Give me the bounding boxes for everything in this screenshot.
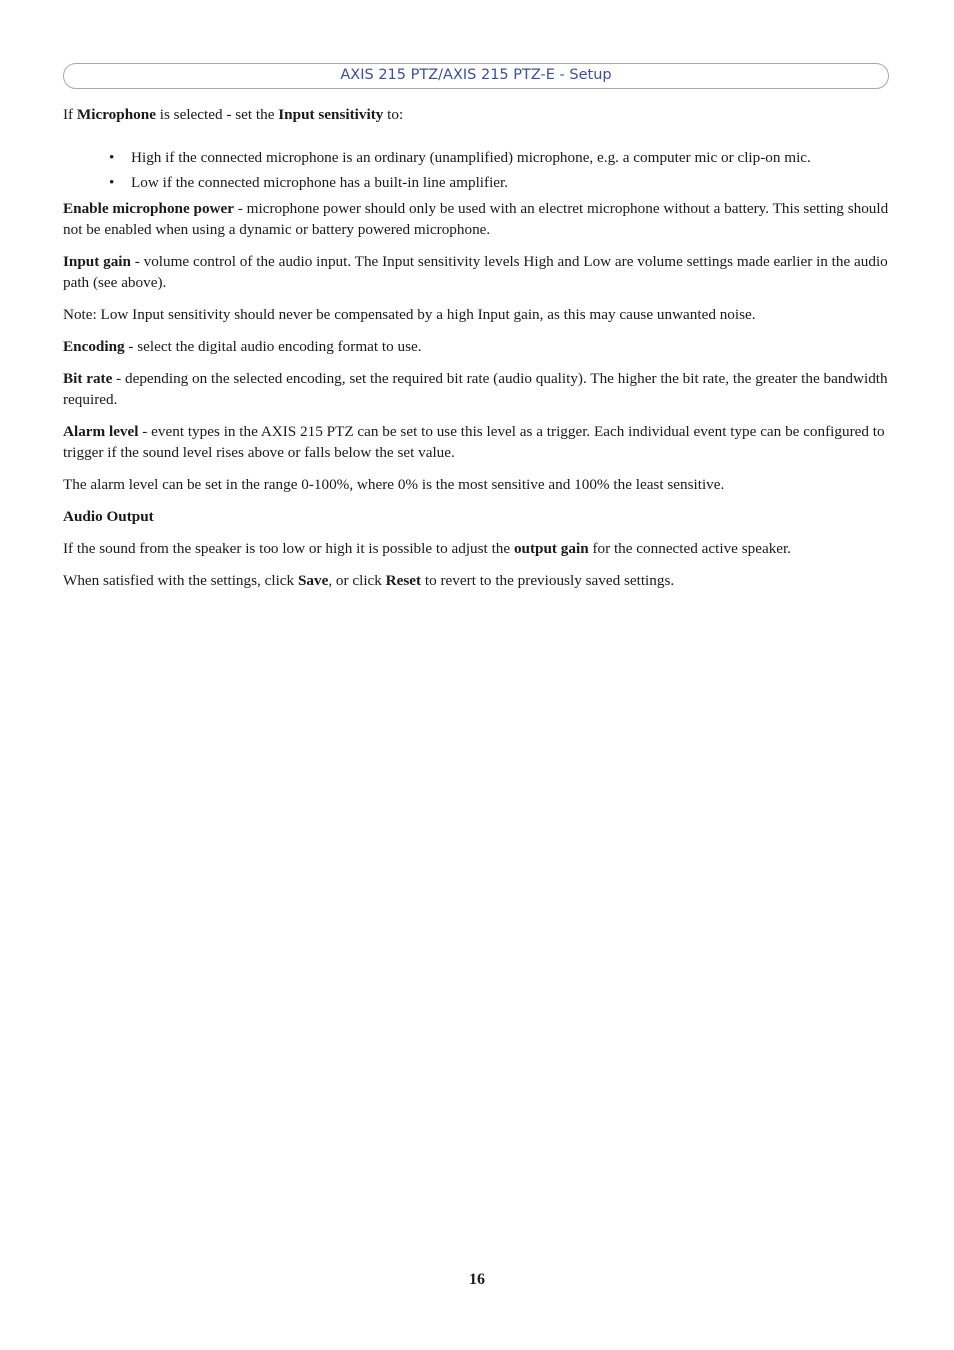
closing-text-3: to revert to the previously saved settings.	[421, 572, 675, 589]
enable-mic-paragraph	[63, 198, 889, 240]
term-save: Save	[297, 572, 329, 589]
audio-output-text-2: for the connected active speaker.	[588, 540, 792, 557]
input-gain-paragraph	[63, 251, 889, 293]
term-bit-rate: Bit rate	[63, 370, 113, 387]
alarm-range-paragraph: The alarm level can be set in the range 0-100%, where 0% is the most sensitive and 100% the least sensitive.	[63, 476, 725, 493]
enable-mic-text: - microphone power should only be used with an electret microphone without a battery. This setting should not be enabled when using a dynamic or battery powered microphone.	[63, 200, 889, 238]
alarm-level-text: - event types in the AXIS 215 PTZ can be set to use this level as a trigger. Each individual event type can be configured to trigger if the sound level rises above or falls below the set value.	[63, 423, 885, 461]
bullet-text: High if the connected microphone is an ordinary (unamplified) microphone, e.g. a computer mic or clip-on mic.	[131, 149, 811, 166]
note-paragraph: Note: Low Input sensitivity should never be compensated by a high Input gain, as this may cause unwanted noise.	[63, 306, 756, 323]
intro-paragraph	[63, 104, 889, 125]
encoding-paragraph	[63, 336, 889, 357]
bullet-item-high	[109, 147, 889, 168]
header-title: AXIS 215 PTZ/AXIS 215 PTZ-E - Setup	[340, 67, 612, 83]
term-reset: Reset	[385, 572, 422, 589]
audio-output-heading: Audio Output	[63, 508, 154, 525]
term-output-gain: output gain	[513, 540, 589, 557]
sensitivity-bullet-list	[63, 147, 889, 193]
input-gain-text: - volume control of the audio input. The Input sensitivity levels High and Low are volume settings made earlier in the audio path (see above).	[63, 253, 888, 291]
bit-rate-paragraph	[63, 368, 889, 410]
page-header	[63, 63, 889, 89]
closing-paragraph	[63, 570, 889, 591]
bullet-text: Low if the connected microphone has a built-in line amplifier.	[131, 174, 509, 191]
intro-term-input-sensitivity: Input sensitivity	[278, 106, 384, 123]
audio-output-paragraph	[63, 538, 889, 559]
term-enable-microphone-power: Enable microphone power	[63, 200, 235, 217]
intro-text-3: to:	[383, 106, 404, 123]
intro-term-microphone: Microphone	[76, 106, 156, 123]
closing-text-2: , or click	[328, 572, 386, 589]
bit-rate-text: - depending on the selected encoding, set the required bit rate (audio quality). The higher the bit rate, the greater the bandwidth required.	[63, 370, 888, 408]
alarm-level-paragraph	[63, 421, 889, 463]
bullet-dot-icon: •	[109, 174, 115, 191]
term-input-gain: Input gain	[63, 253, 131, 270]
closing-text-1: When satisfied with the settings, click	[63, 572, 298, 589]
intro-text-1: If	[63, 106, 77, 123]
audio-output-text-1: If the sound from the speaker is too low or high it is possible to adjust the	[63, 540, 514, 557]
document-body	[63, 104, 889, 602]
bullet-dot-icon: •	[109, 149, 115, 166]
encoding-text: - select the digital audio encoding format to use.	[124, 338, 422, 355]
page-number: 16	[469, 1271, 485, 1288]
intro-text-2: is selected - set the	[155, 106, 279, 123]
term-encoding: Encoding	[63, 338, 125, 355]
bullet-item-low	[109, 172, 889, 193]
term-alarm-level: Alarm level	[63, 423, 139, 440]
